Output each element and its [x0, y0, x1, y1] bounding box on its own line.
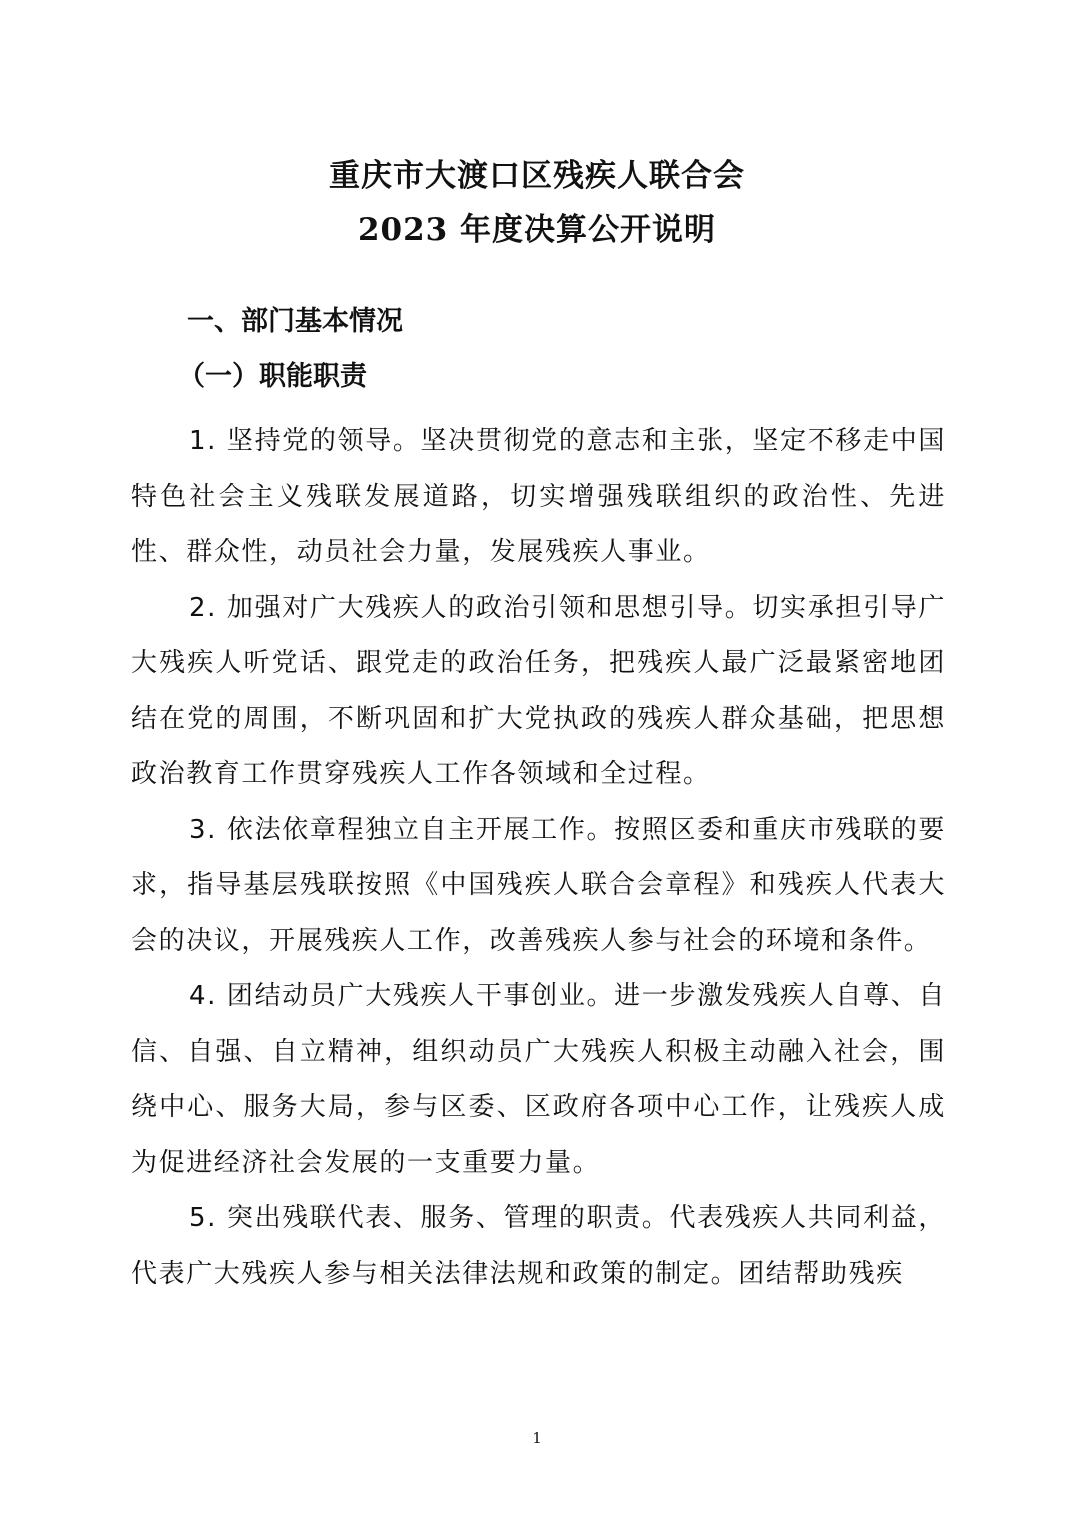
subsection-heading: （一）职能职责 — [178, 361, 367, 392]
paragraph-3: 3. 依法依章程独立自主开展工作。按照区委和重庆市残联的要求，指导基层残联按照《中国残疾人联合会章程》和残疾人代表大会的决议，开展残疾人工作，改善残疾人参与社会的环境和条件。 — [131, 814, 946, 956]
paragraph-1: 1. 坚持党的领导。坚决贯彻党的意志和主张，坚定不移走中国特色社会主义残联发展道路，切实增强残联组织的政治性、先进性、群众性，动员社会力量，发展残疾人事业。 — [131, 426, 946, 567]
document-body — [131, 414, 946, 1302]
document-title-line-1: 重庆市大渡口区残疾人联合会 — [329, 158, 745, 194]
paragraph-2: 2. 加强对广大残疾人的政治引领和思想引导。切实承担引导广大残疾人听党话、跟党走的政治任务，把残疾人最广泛最紧密地团结在党的周围，不断巩固和扩大党执政的残疾人群众基础，把思想政治教育工作贯穿残疾人工作各领域和全过程。 — [131, 592, 946, 789]
paragraph-4: 4. 团结动员广大残疾人干事创业。进一步激发残疾人自尊、自信、自强、自立精神，组织动员广大残疾人积极主动融入社会，围绕中心、服务大局，参与区委、区政府各项中心工作，让残疾人成为促进经济社会发展的一支重要力量。 — [131, 981, 946, 1178]
page-number: 1 — [532, 1429, 542, 1447]
section-heading: 一、部门基本情况 — [187, 306, 403, 337]
document-title-line-2: 2023 年度决算公开说明 — [357, 212, 717, 248]
paragraph-5: 5. 突出残联代表、服务、管理的职责。代表残疾人共同利益，代表广大残疾人参与相关法律法规和政策的制定。团结帮助残疾 — [131, 1203, 946, 1289]
